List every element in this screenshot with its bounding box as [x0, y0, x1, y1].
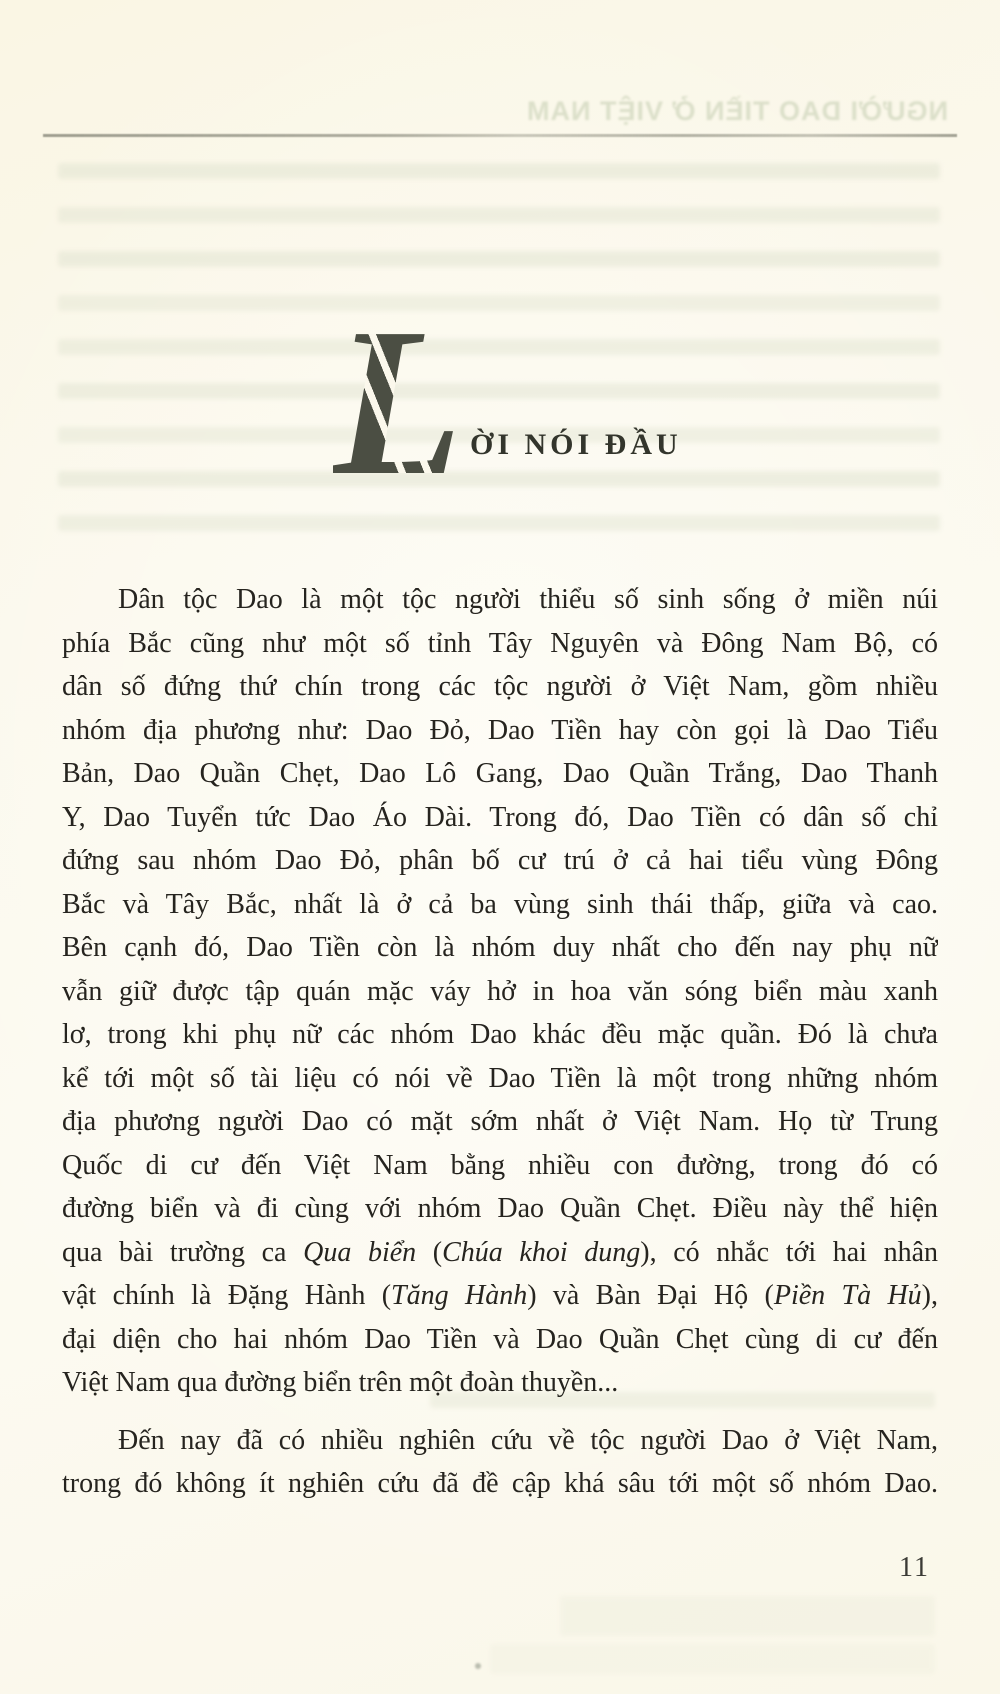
- text-run: Bản, Dao Quần Chẹt, Dao Lô Gang, Dao Quần Trắng, Dao Thanh: [62, 758, 938, 789]
- body-line: [62, 926, 938, 970]
- text-run: vật chính là Đặng Hành (: [62, 1280, 392, 1311]
- text-run: (: [416, 1236, 443, 1268]
- text-run: kể tới một số tài liệu có nói về Dao Tiền là một trong những nhóm: [62, 1062, 938, 1094]
- body-line: [62, 1462, 938, 1506]
- body-line: [62, 1274, 938, 1318]
- text-run: qua bài trường ca: [62, 1236, 304, 1268]
- body-line: [62, 752, 938, 796]
- body-line: [62, 1013, 938, 1057]
- body-line: [62, 622, 938, 666]
- body-line: [62, 1144, 938, 1188]
- bleedthrough-line: [58, 339, 940, 355]
- text-run: trong đó không ít nghiên cứu đã đề cập khá sâu tới một số nhóm Dao.: [62, 1468, 938, 1499]
- dropcap-letter: L: [333, 284, 463, 519]
- chapter-title-text: ỜI NÓI ĐẦU: [470, 428, 682, 461]
- body-line: [62, 883, 938, 927]
- body-line: [62, 665, 938, 709]
- body-line: [62, 1100, 938, 1144]
- text-run: ) và Bàn Đại Hộ (: [527, 1280, 774, 1311]
- body-line: [62, 1361, 938, 1405]
- bleedthrough-line: [58, 295, 940, 311]
- body-line: [62, 709, 938, 753]
- body-line: [62, 970, 938, 1014]
- text-run: ),: [921, 1280, 938, 1311]
- text-run: dân số đứng thứ chín trong các tộc người ở Việt Nam, gồm nhiều: [62, 671, 938, 702]
- page-number: 11: [899, 1552, 930, 1583]
- text-run: nhóm địa phương như: Dao Đỏ, Dao Tiền hay còn gọi là Dao Tiểu: [62, 714, 938, 746]
- body-line: [62, 1318, 938, 1362]
- paragraph: [62, 578, 938, 1405]
- italic-phrase: Piền Tà Hủ: [773, 1280, 922, 1311]
- bleedthrough-running-head: NGƯỜI DAO TIỀN Ở VIỆT NAM: [526, 96, 948, 126]
- text-run: Quốc di cư đến Việt Nam bằng nhiều con đường, trong đó có: [62, 1149, 938, 1181]
- italic-phrase: Chúa khoi dung: [442, 1236, 641, 1268]
- text-run: Dân tộc Dao là một tộc người thiểu số sinh sống ở miền núi: [118, 584, 938, 615]
- body-line: [62, 796, 938, 840]
- text-run: Việt Nam qua đường biển trên một đoàn thuyền...: [62, 1367, 619, 1398]
- text-run: đường biển và đi cùng với nhóm Dao Quần Chẹt. Điều này thể hiện: [62, 1193, 938, 1224]
- text-run: Đến nay đã có nhiều nghiên cứu về tộc người Dao ở Việt Nam,: [118, 1424, 938, 1456]
- bleedthrough-line: [58, 471, 940, 487]
- text-run: đại diện cho hai nhóm Dao Tiền và Dao Quần Chẹt cùng di cư đến: [62, 1323, 938, 1355]
- body-text: [62, 578, 938, 1506]
- bleedthrough-line: [58, 251, 940, 267]
- bleedthrough-line: [58, 383, 940, 399]
- text-run: lơ, trong khi phụ nữ các nhóm Dao khác đều mặc quần. Đó là chưa: [62, 1019, 938, 1050]
- body-line: [62, 839, 938, 883]
- scan-speck: [475, 1663, 481, 1669]
- text-run: ), có nhắc tới hai nhân: [640, 1236, 938, 1268]
- body-line: [62, 1231, 938, 1275]
- bleedthrough-line: [58, 163, 940, 179]
- bleedthrough-line: [490, 1644, 935, 1674]
- bleedthrough-line: [58, 515, 940, 531]
- body-line: [62, 1057, 938, 1101]
- bleedthrough-line: [58, 207, 940, 223]
- text-run: phía Bắc cũng như một số tỉnh Tây Nguyên và Đông Nam Bộ, có: [62, 627, 938, 659]
- italic-phrase: Tăng Hành: [391, 1280, 528, 1311]
- text-run: Bên cạnh đó, Dao Tiền còn là nhóm duy nhất cho đến nay phụ nữ: [62, 932, 938, 963]
- text-run: Y, Dao Tuyển tức Dao Áo Dài. Trong đó, Dao Tiền có dân số chỉ: [62, 801, 938, 833]
- body-line: [62, 578, 938, 622]
- text-run: Bắc và Tây Bắc, nhất là ở cả ba vùng sinh thái thấp, giữa và cao.: [62, 888, 938, 920]
- text-run: đứng sau nhóm Dao Đỏ, phân bố cư trú ở cả hai tiểu vùng Đông: [62, 845, 938, 876]
- body-line: [62, 1187, 938, 1231]
- text-run: vẫn giữ được tập quán mặc váy hở in hoa văn sóng biển màu xanh: [62, 975, 938, 1007]
- body-line: [62, 1419, 938, 1463]
- header-rule: [43, 134, 957, 137]
- italic-phrase: Qua biển: [303, 1236, 417, 1268]
- bleedthrough-line: [560, 1596, 935, 1636]
- paragraph: [62, 1419, 938, 1506]
- text-run: địa phương người Dao có mặt sớm nhất ở Việt Nam. Họ từ Trung: [62, 1106, 938, 1137]
